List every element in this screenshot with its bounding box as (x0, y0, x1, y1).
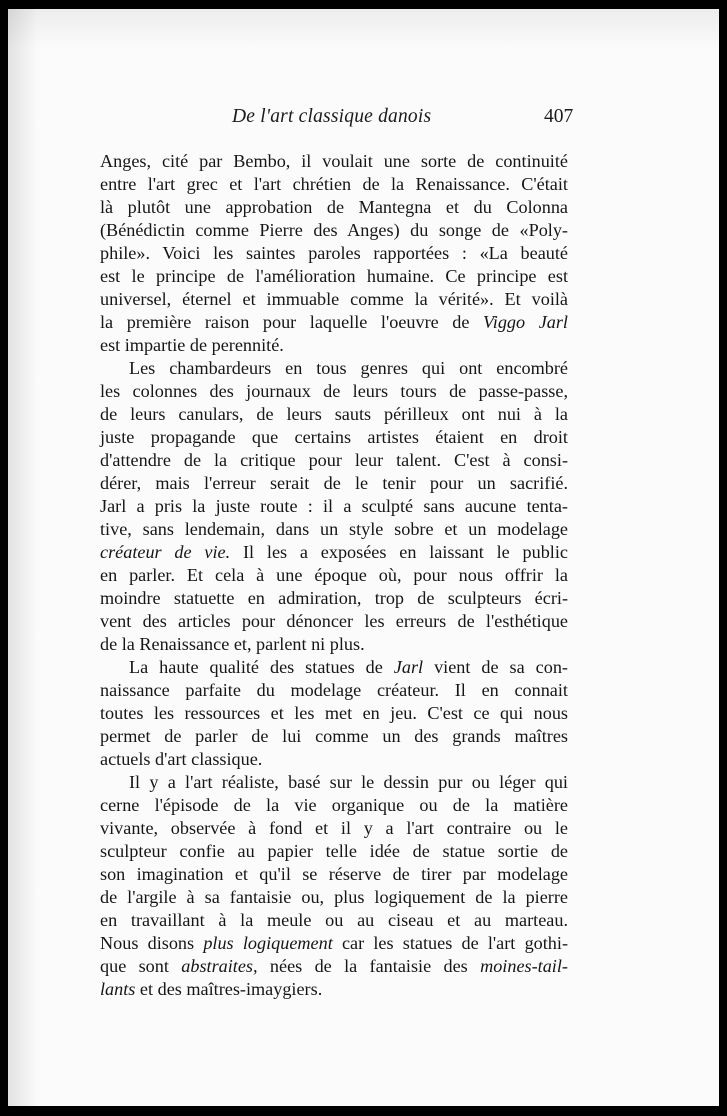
text-line: lants et des maîtres-imaygiers. (100, 979, 323, 999)
text-line: permet de parler de lui comme un des grands maîtres (100, 726, 568, 746)
italic-name: Viggo Jarl (483, 312, 568, 332)
text-line: en parler. Et cela à une époque où, pour nous offrir la (100, 565, 568, 585)
text-line: que sont abstraites, nées de la fantaisie des moines-tail- (100, 956, 568, 976)
text-line: les colonnes des journaux de leurs tours de passe-passe, (100, 381, 568, 401)
text-line: Nous disons plus logiquement car les statues de l'art gothi- (100, 933, 569, 953)
page-gutter-shadow (8, 9, 38, 1106)
text-line: de la Renaissance et, parlent ni plus. (100, 634, 365, 654)
italic-phrase: lants (100, 979, 136, 999)
text-line: entre l'art grec et l'art chrétien de la Renaissance. C'était (100, 174, 568, 194)
text-line: sculpteur confie au papier telle idée de statue sortie de (100, 841, 568, 861)
text-line: tive, sans lendemain, dans un style sobre et un modelage (100, 519, 568, 539)
text-line: dérer, mais l'erreur serait de le tenir pour un sacrifié. (100, 473, 568, 493)
text-line: naissance parfaite du modelage créateur. Il en connait (100, 680, 568, 700)
text-line: juste propagande que certains artistes étaient en droit (100, 427, 568, 447)
page-number: 407 (544, 106, 574, 127)
italic-phrase: plus logiquement (203, 933, 333, 953)
text-line: son imagination et qu'il se réserve de tirer par modelage (100, 864, 568, 884)
text-line: Jarl a pris la juste route : il a sculpté sans aucune tenta- (100, 496, 568, 516)
running-title: De l'art classique danois (232, 106, 432, 127)
text-line: universel, éternel et immuable comme la vérité». Et voilà (100, 289, 568, 309)
text-line: Anges, cité par Bembo, il voulait une sorte de continuité (100, 151, 568, 171)
text-line: toutes les ressources et les met en jeu. C'est ce qui nous (100, 703, 568, 723)
text-line: de l'argile à sa fantaisie ou, plus logiquement de la pierre (100, 887, 568, 907)
text-line: la première raison pour laquelle l'oeuvre de Viggo Jarl (100, 312, 568, 332)
text-line: (Bénédictin comme Pierre des Anges) du songe de «Poly- (100, 220, 568, 240)
text-line: là plutôt une approbation de Mantegna et du Colonna (100, 197, 568, 217)
text-line: de leurs canulars, de leurs sauts périlleux ont nui à la (100, 404, 568, 424)
italic-phrase: créateur de vie. (100, 542, 231, 562)
text-line: créateur de vie. Il les a exposées en laissant le public (100, 542, 568, 562)
text-line: phile». Voici les saintes paroles rapportées : «La beauté (100, 243, 568, 263)
text-line: vivante, observée à fond et il y a l'art contraire ou le (100, 818, 568, 838)
text-line: d'attendre de la critique pour leur talent. C'est à consi- (100, 450, 568, 470)
text-line: Il y a l'art réaliste, basé sur le dessin pur ou léger qui (129, 772, 568, 792)
text-line: est impartie de perennité. (100, 335, 284, 355)
text-line: actuels d'art classique. (100, 749, 263, 769)
book-page (8, 9, 719, 1106)
text-line: en travaillant à la meule ou au ciseau et au marteau. (100, 910, 568, 930)
text-line: moindre statuette en admiration, trop de sculpteurs écri- (100, 588, 568, 608)
italic-phrase: moines-tail- (480, 956, 568, 976)
text-line: La haute qualité des statues de Jarl vient de sa con- (129, 657, 568, 677)
text-line: est le principe de l'amélioration humaine. Ce principe est (100, 266, 568, 286)
text-line: vent des articles pour dénoncer les erreurs de l'esthétique (100, 611, 568, 631)
italic-name: Jarl (393, 657, 424, 677)
page-top-shadow (8, 9, 719, 49)
italic-phrase: abstraites, (181, 956, 258, 976)
text-line: cerne l'épisode de la vie organique ou de la matière (100, 795, 568, 815)
text-line: Les chambardeurs en tous genres qui ont encombré (129, 358, 568, 378)
